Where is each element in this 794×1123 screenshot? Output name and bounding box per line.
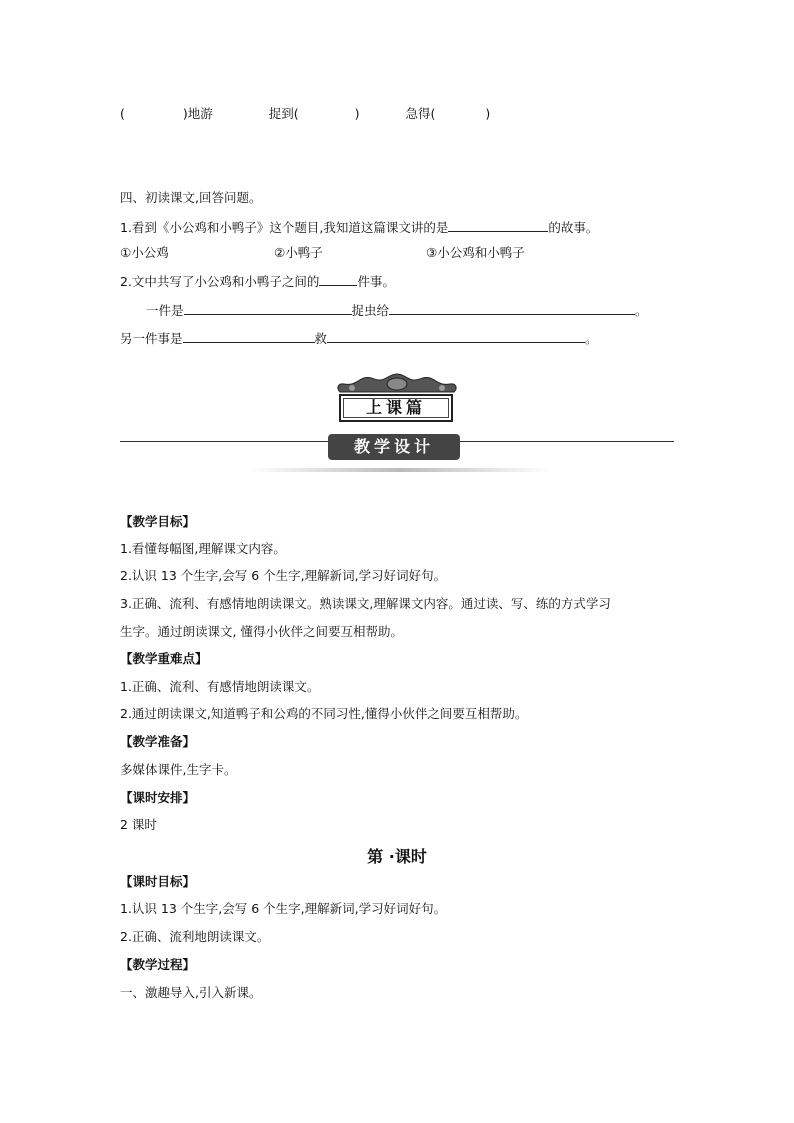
event-1-line <box>146 302 648 319</box>
keypoints-heading: 【教学重难点】 <box>120 651 208 666</box>
section-banner <box>120 372 674 472</box>
event2-blank-b[interactable] <box>327 330 585 343</box>
option-3: ③小公鸡和小鸭子 <box>426 245 525 260</box>
ornament-icon <box>330 372 464 396</box>
option-2: ②小鸭子 <box>274 245 323 260</box>
question-1 <box>120 219 598 236</box>
prep-heading: 【教学准备】 <box>120 734 196 749</box>
schedule-text: 2 课时 <box>120 817 157 832</box>
q1-tail: 的故事。 <box>548 220 599 235</box>
event2-blank-a[interactable] <box>183 330 315 343</box>
item3-open: 急得( <box>405 106 436 121</box>
q2-tail: 件事。 <box>357 274 395 289</box>
item2-close: ) <box>354 106 360 121</box>
section4-heading: 四、初读课文,回答问题。 <box>120 190 262 205</box>
event2-mid: 救 <box>314 331 328 346</box>
event1-mid: 捉虫给 <box>351 303 390 318</box>
question-2 <box>120 273 395 290</box>
event2-label: 另一件事是 <box>120 331 183 346</box>
banner-subtitle: 教学设计 <box>328 434 460 460</box>
goal-3: 3.正确、流利、有感情地朗读课文。熟读课文,理解课文内容。通过读、写、练的方式学习 <box>120 596 611 611</box>
goal-1: 1.看懂每幅图,理解课文内容。 <box>120 541 286 556</box>
item3-close: ) <box>485 106 491 121</box>
period-goal-1: 1.认识 13 个生字,会写 6 个生字,理解新词,学习好词好句。 <box>120 901 447 916</box>
event1-blank-b[interactable] <box>389 302 635 315</box>
process-heading: 【教学过程】 <box>120 957 196 972</box>
q2-text: 2.文中共写了小公鸡和小鸭子之间的 <box>120 274 320 289</box>
schedule-heading: 【课时安排】 <box>120 790 196 805</box>
keypoint-2: 2.通过朗读课文,知道鸭子和公鸡的不同习性,懂得小伙伴之间要互相帮助。 <box>120 706 528 721</box>
keypoint-1: 1.正确、流利、有感情地朗读课文。 <box>120 679 320 694</box>
item1-open: ( <box>120 106 125 121</box>
event-2-line <box>120 330 598 347</box>
goal-3-cont: 生字。通过朗读课文, 懂得小伙伴之间要互相帮助。 <box>120 624 403 639</box>
item2-open: 捉到( <box>268 106 299 121</box>
option-1: ①小公鸡 <box>120 245 169 260</box>
goals-heading: 【教学目标】 <box>120 514 196 529</box>
item1-close: )地游 <box>182 106 213 121</box>
process-step-1: 一、激趣导入,引入新课。 <box>120 985 262 1000</box>
event1-blank-a[interactable] <box>184 302 352 315</box>
goal-2: 2.认识 13 个生字,会写 6 个生字,理解新词,学习好词好句。 <box>120 568 447 583</box>
event1-end: 。 <box>635 303 648 318</box>
prep-text: 多媒体课件,生字卡。 <box>120 762 237 777</box>
period-goals-heading: 【课时目标】 <box>120 874 196 889</box>
q1-blank[interactable] <box>448 219 548 232</box>
banner-shadow <box>250 468 550 472</box>
event1-label: 一件是 <box>146 303 184 318</box>
q1-options <box>120 245 525 261</box>
period-title: 第 ·课时 <box>367 847 427 866</box>
event2-end: 。 <box>585 331 598 346</box>
banner-title: 上课篇 <box>339 394 453 422</box>
q2-blank[interactable] <box>319 273 357 286</box>
period-goal-2: 2.正确、流利地朗读课文。 <box>120 929 270 944</box>
q1-text: 1.看到《小公鸡和小鸭子》这个题目,我知道这篇课文讲的是 <box>120 220 449 235</box>
fill-in-row <box>120 106 490 122</box>
